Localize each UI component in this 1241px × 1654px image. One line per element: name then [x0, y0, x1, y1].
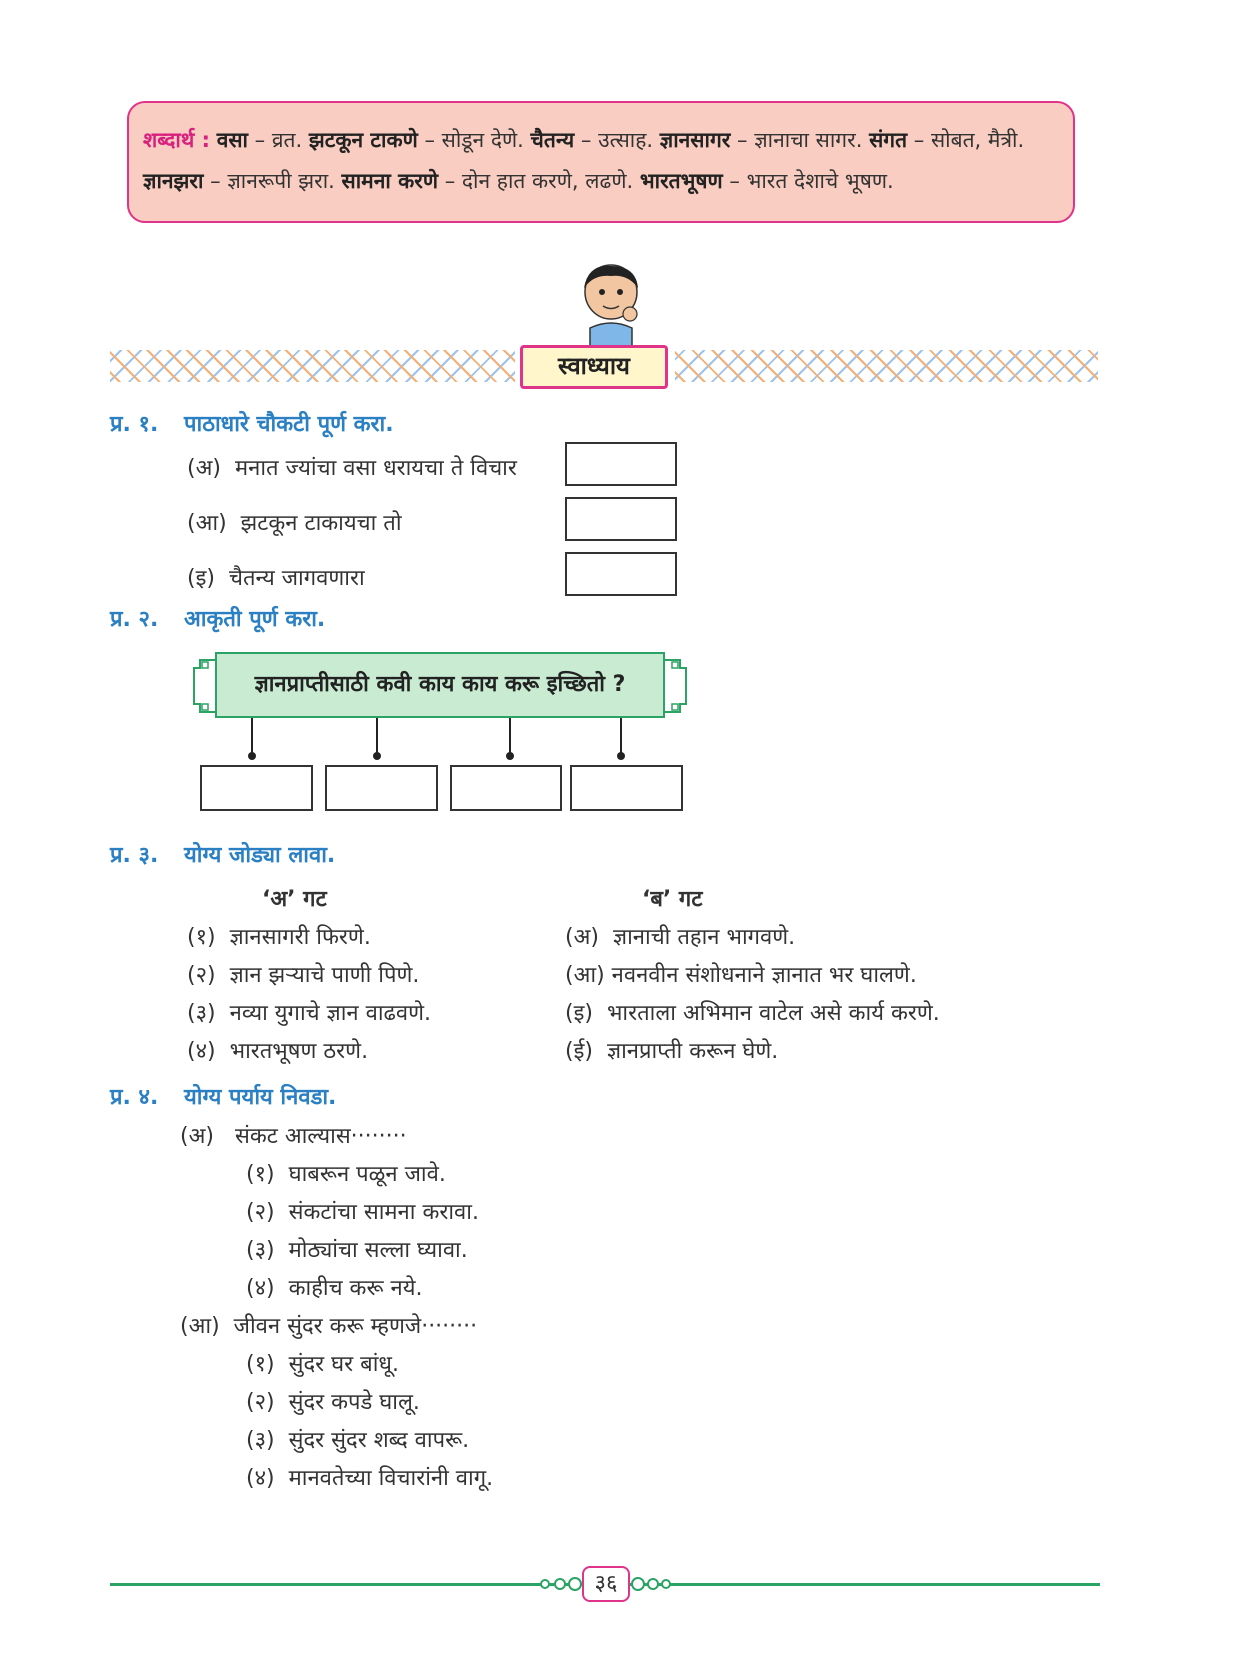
group-a-item: [187, 997, 431, 1027]
item-mark: (आ): [180, 1314, 220, 1339]
connector-dot: [506, 752, 514, 760]
gloss-term: सामना करणे: [341, 169, 439, 193]
gloss-term: चैतन्य: [530, 128, 575, 152]
stem-text: जीवन सुंदर करू म्हणजे········: [233, 1314, 478, 1339]
option-mark: (३): [246, 1238, 275, 1263]
footer-ring-icon: [540, 1579, 550, 1589]
item-text: नवनवीन संशोधनाने ज्ञानात भर घालणे.: [611, 963, 917, 988]
page-number: ३६: [582, 1566, 630, 1602]
group-b-item: [565, 1035, 778, 1065]
q4-option[interactable]: [246, 1234, 468, 1264]
q1-heading: [110, 408, 394, 438]
concept-topic-box: ज्ञानप्राप्तीसाठी कवी काय काय करू इच्छितो ?: [215, 652, 665, 718]
option-mark: (४): [246, 1276, 275, 1301]
q3-heading: [110, 839, 335, 869]
gloss-term: ज्ञानसागर: [659, 128, 731, 152]
q2-title: आकृती पूर्ण करा.: [184, 607, 326, 632]
option-mark: (२): [246, 1390, 275, 1415]
q3-number: प्र. ३.: [110, 843, 159, 868]
group-b-title: ‘ब’ गट: [642, 887, 703, 912]
q4-option[interactable]: [246, 1424, 469, 1454]
decorative-band-right: [675, 350, 1098, 382]
item-mark: (ई): [565, 1039, 593, 1064]
stem-text: संकट आल्यास········: [234, 1124, 407, 1149]
option-text: सुंदर घर बांधू.: [288, 1352, 399, 1377]
item-mark: (आ): [565, 963, 605, 988]
option-text: घाबरून पळून जावे.: [288, 1162, 446, 1187]
gloss-term: झटकून टाकणे: [308, 128, 418, 152]
glossary-label: शब्दार्थ :: [143, 128, 210, 152]
q2-number: प्र. २.: [110, 607, 159, 632]
q1-item-text: चैतन्य जागवणारा: [228, 566, 365, 591]
gloss-meaning: सोबत, मैत्री.: [930, 128, 1025, 152]
option-mark: (१): [246, 1352, 275, 1377]
gloss-meaning: व्रत.: [271, 128, 303, 152]
item-mark: (१): [187, 925, 216, 950]
q4-stem: [180, 1120, 407, 1150]
group-a-item: [187, 1035, 368, 1065]
option-text: मोठ्यांचा सल्ला घ्यावा.: [288, 1238, 468, 1263]
q4-title: योग्य पर्याय निवडा.: [184, 1085, 337, 1110]
option-text: काहीच करू नये.: [288, 1276, 423, 1301]
gloss-term: ज्ञानझरा: [143, 169, 204, 193]
frame-ornament-right-icon: [662, 658, 688, 714]
q1-item-mark: (आ): [187, 511, 227, 536]
q2-answer-box[interactable]: [570, 765, 683, 811]
option-mark: (१): [246, 1162, 275, 1187]
q4-option[interactable]: [246, 1386, 420, 1416]
item-text: ज्ञान झऱ्याचे पाणी पिणे.: [229, 963, 420, 988]
q4-option[interactable]: [246, 1158, 446, 1188]
option-mark: (४): [246, 1466, 275, 1491]
gloss-term: संगत: [869, 128, 908, 152]
group-b-item: [565, 921, 795, 951]
connector-line: [251, 718, 253, 756]
footer-ring-icon: [631, 1577, 645, 1591]
q1-answer-box[interactable]: [565, 497, 677, 541]
gloss-meaning: भारत देशाचे भूषण.: [746, 169, 894, 193]
q4-option[interactable]: [246, 1462, 493, 1492]
group-b-item: [565, 997, 940, 1027]
gloss-term: भारतभूषण: [639, 169, 723, 193]
item-text: भारताला अभिमान वाटेल असे कार्य करणे.: [606, 1001, 940, 1026]
q1-item-mark: (इ): [187, 566, 215, 591]
q4-heading: [110, 1081, 336, 1111]
item-text: ज्ञानप्राप्ती करून घेणे.: [606, 1039, 779, 1064]
footer-ring-icon: [554, 1578, 566, 1590]
connector-dot: [617, 752, 625, 760]
connector-line: [620, 718, 622, 756]
gloss-meaning: ज्ञानरूपी झरा.: [227, 169, 335, 193]
section-badge: स्वाध्याय: [520, 345, 668, 389]
q2-answer-box[interactable]: [200, 765, 313, 811]
q1-item: [187, 507, 402, 537]
q1-item: [187, 452, 517, 482]
decorative-band-left: [110, 350, 515, 382]
item-text: भारतभूषण ठरणे.: [229, 1039, 369, 1064]
item-mark: (३): [187, 1001, 216, 1026]
group-a-title: ‘अ’ गट: [262, 887, 327, 912]
item-mark: (इ): [565, 1001, 593, 1026]
connector-line: [509, 718, 511, 756]
gloss-meaning: सोडून देणे.: [441, 128, 524, 152]
item-text: ज्ञानाची तहान भागवणे.: [612, 925, 796, 950]
q3-title: योग्य जोड्या लावा.: [184, 843, 336, 868]
option-text: सुंदर सुंदर शब्द वापरू.: [288, 1428, 470, 1453]
q1-answer-box[interactable]: [565, 552, 677, 596]
item-mark: (अ): [180, 1124, 214, 1149]
group-a-item: [187, 921, 371, 951]
item-mark: (२): [187, 963, 216, 988]
q4-number: प्र. ४.: [110, 1085, 159, 1110]
connector-dot: [248, 752, 256, 760]
footer-ring-icon: [661, 1579, 671, 1589]
footer-ring-icon: [647, 1578, 659, 1590]
gloss-meaning: उत्साह.: [598, 128, 654, 152]
thinking-boy-icon: [570, 262, 652, 352]
glossary-box: शब्दार्थ : वसा – व्रत. झटकून टाकणे – सोडून देणे. चैतन्य – उत्साह. ज्ञानसागर – ज्ञानाचा सागर. संगत – सोबत, मैत्री. ज्ञानझरा – ज्ञानरूपी झरा. सामना करणे – दोन हात करणे, लढणे. भारतभूषण – भारत देशाचे भूषण.: [127, 101, 1075, 223]
gloss-meaning: ज्ञानाचा सागर.: [754, 128, 863, 152]
item-text: नव्या युगाचे ज्ञान वाढवणे.: [229, 1001, 432, 1026]
connector-line: [376, 718, 378, 756]
q2-answer-box[interactable]: [450, 765, 562, 811]
footer-ring-icon: [568, 1577, 582, 1591]
q1-item-text: झटकून टाकायचा तो: [240, 511, 402, 536]
group-a-item: [187, 959, 419, 989]
connector-dot: [373, 752, 381, 760]
gloss-meaning: दोन हात करणे, लढणे.: [461, 169, 634, 193]
item-text: ज्ञानसागरी फिरणे.: [229, 925, 371, 950]
group-b-item: [565, 959, 917, 989]
q4-option[interactable]: [246, 1196, 479, 1226]
q1-item-mark: (अ): [187, 456, 221, 481]
q2-heading: [110, 603, 325, 633]
option-mark: (२): [246, 1200, 275, 1225]
item-mark: (अ): [565, 925, 599, 950]
q2-answer-box[interactable]: [325, 765, 438, 811]
q1-item-text: मनात ज्यांचा वसा धरायचा ते विचार: [234, 456, 517, 481]
q4-option[interactable]: [246, 1272, 423, 1302]
q1-answer-box[interactable]: [565, 442, 677, 486]
gloss-term: वसा: [216, 128, 248, 152]
q4-option[interactable]: [246, 1348, 399, 1378]
item-mark: (४): [187, 1039, 216, 1064]
option-text: संकटांचा सामना करावा.: [288, 1200, 479, 1225]
q4-stem: [180, 1310, 477, 1340]
option-mark: (३): [246, 1428, 275, 1453]
q1-number: प्र. १.: [110, 412, 159, 437]
option-text: सुंदर कपडे घालू.: [288, 1390, 420, 1415]
option-text: मानवतेच्या विचारांनी वागू.: [288, 1466, 494, 1491]
q1-item: [187, 562, 365, 592]
q1-title: पाठाधारे चौकटी पूर्ण करा.: [184, 412, 394, 437]
